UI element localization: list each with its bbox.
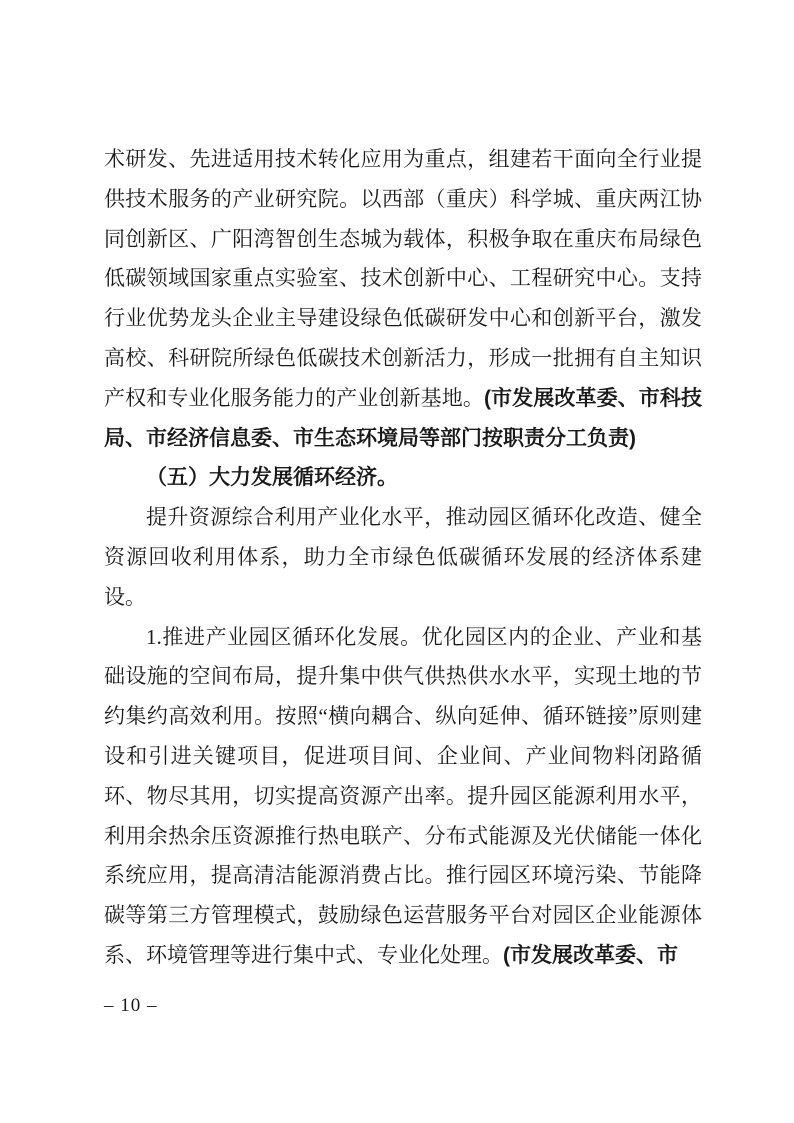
- text-run-heading: （五）大力发展循环经济。: [146, 466, 398, 490]
- text-run-emphasis: (市发展改革委、市科技局、市经济信息委、市生态环境局等部门按职责分工负责): [104, 386, 703, 450]
- page-number: – 10 –: [104, 995, 158, 1016]
- paragraph-4: [104, 618, 702, 976]
- text-run-emphasis: (市发展改革委、市: [503, 943, 678, 967]
- text-run-body: 术研发、先进适用技术转化应用为重点，组建若干面向全行业提供技术服务的产业研究院。以西部（重庆）科学城、重庆两江协同创新区、广阳湾智创生态城为载体，积极争取在重庆布局绿色低碳领域国家重点实验室、技术创新中心、工程研究中心。支持行业优势龙头企业主导建设绿色低碳研发中心和创新平台，激发高校、科研院所绿色低碳技术创新活力，形成一批拥有自主知识产权和专业化服务能力的产业创新基地。: [104, 147, 702, 410]
- paragraph-2: [104, 458, 702, 498]
- paragraph-3: [104, 498, 702, 617]
- text-run-body: 1.推进产业园区循环化发展。优化园区内的企业、产业和基础设施的空间布局，提升集中供气供热供水水平，实现土地的节约集约高效利用。按照“横向耦合、纵向延伸、循环链接”原则建设和引进关键项目，促进项目间、企业间、产业间物料闭路循环、物尽其用，切实提高资源产出率。提升园区能源利用水平，利用余热余压资源推行热电联产、分布式能源及光伏储能一体化系统应用，提高清洁能源消费占比。推行园区环境污染、节能降碳等第三方管理模式，鼓励绿色运营服务平台对园区企业能源体系、环境管理等进行集中式、专业化处理。: [104, 624, 702, 967]
- document-body: [104, 140, 702, 976]
- paragraph-1: [104, 140, 702, 458]
- text-run-body: 提升资源综合利用产业化水平，推动园区循环化改造、健全资源回收利用体系，助力全市绿色低碳循环发展的经济体系建设。: [104, 505, 702, 609]
